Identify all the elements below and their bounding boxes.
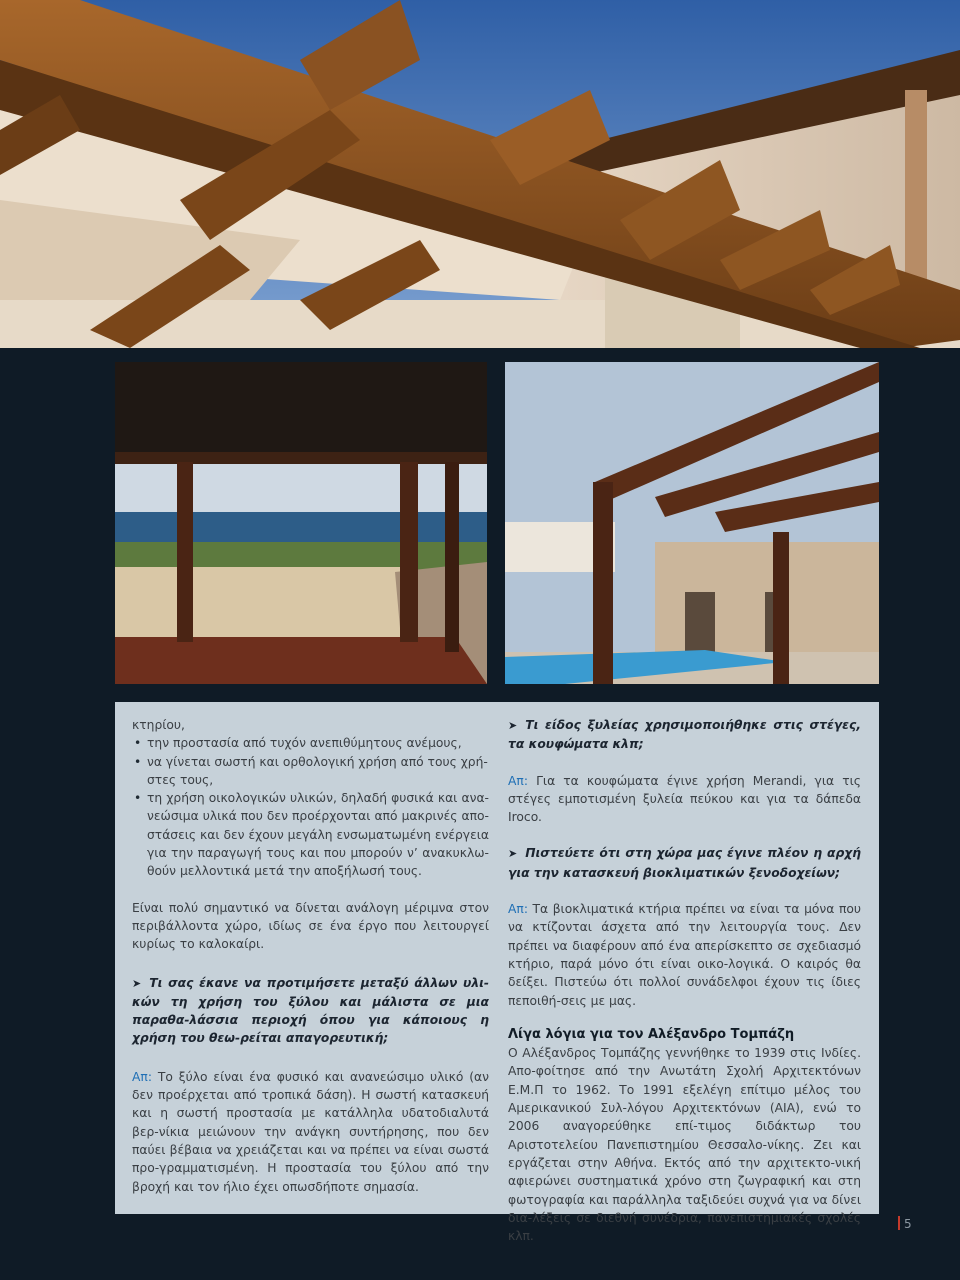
photo-pergola-pool — [505, 362, 879, 684]
answer-text: Το ξύλο είναι ένα φυσικό και ανανεώσιμο υλικό (αν δεν προέρχεται από τροπικά δάση). Η σωστή κατασκευή και η σωστή προστασία με κατάλληλα υδατοδιαλυτά βερ-νίκια μειώνουν την ανάγκη συντήρησης, που δεν παύει βέβαια να χρειάζεται και να πρέπει να είναι σωστά προ-γραμματισμένη. Η προστασία του ξύλου από την βροχή και τον ήλιο έχει οπωσδήποτε σημασία. — [132, 1069, 489, 1194]
right-column — [508, 716, 861, 1245]
page-marker-bar — [898, 1216, 900, 1230]
answer-label: Απ: — [508, 773, 528, 788]
answer-label: Απ: — [132, 1069, 152, 1084]
arrow-icon: ➤ — [132, 976, 142, 990]
answer-wood — [132, 1068, 489, 1196]
answer-bioclimatic — [508, 900, 861, 1010]
question-text: Τι είδος ξυλείας χρησιμοποιήθηκε στις στέγες, τα κουφώματα κλπ; — [508, 718, 861, 752]
arrow-icon: ➤ — [508, 847, 518, 861]
paragraph-surroundings: Είναι πολύ σημαντικό να δίνεται ανάλογη μέριμνα στον περιβάλλοντα χώρο, ιδίως σε ένα έργο που λειτουργεί κυρίως το καλοκαίρι. — [132, 900, 489, 952]
question-text: Τι σας έκανε να προτιμήσετε μεταξύ άλλων υλι-κών τη χρήση του ξύλου και μάλιστα σε μια παραθα-λάσσια περιοχή όπου για κάποιους η χρήση του θεω-ρείται απαγορευτική; — [132, 975, 489, 1046]
hero-photo-pergola — [0, 0, 960, 348]
bullet-item: • τη χρήση οικολογικών υλικών, δηλαδή φυσικά και ανα-νεώσιμα υλικά που δεν προέρχονται από μακρινές απο-στάσεις και δεν έχουν μεγάλη ενσωματωμένη ενέργεια για την παραγωγή τους και που μπορούν ν’ ανακυκλω-θούν μελλοντικά μετά την αποξήλωσή τους. — [132, 789, 489, 880]
answer-text: Τα βιοκλιματικά κτήρια πρέπει να είναι τα μόνα που να κτίζονται άσχετα από την λειτουργία τους. Δεν πρέπει να διαφέρουν από ένα απερίσκεπτο σε σχεδιασμό κτήριο, παρά μόνο ότι είναι οικο-λογικά. Ο καιρός θα δείξει. Πιστεύω ότι πολλοί συνάδελφοι έχουν τις ίδιες πεποιθή-σεις με μας. — [508, 902, 861, 1008]
question-bioclimatic — [508, 844, 861, 882]
bullet-item: • να γίνεται σωστή και ορθολογική χρήση από τους χρή-στες τους, — [132, 753, 489, 790]
bio-text: Ο Αλέξανδρος Τομπάζης γεννήθηκε το 1939 στις Ινδίες. Απο-φοίτησε από την Ανωτάτη Σχολή Αρχιτεκτόνων Ε.Μ.Π το 1962. Το 1991 εξελέγη επίτιμο μέλος του Αμερικανικού Συλ-λόγου Αρχιτεκτόνων (ΑΙΑ), ενώ το 2006 αναγορεύθηκε επί-τιμος διδάκτωρ του Αριστοτελείου Πανεπιστημίου Θεσσαλο-νίκης. Ζει και εργάζεται στην Αθήνα. Εκτός από την αρχιτεκτο-νική αφιερώνει συστηματικά χρόνο στη ζωγραφική και στη φωτογραφία και παράλληλα ταξιδεύει συχνά για να δίνει δια-λέξεις σε διεθνή συνέδρια, πανεπιστημιακές σχολές κλπ. — [508, 1046, 861, 1244]
bullet-list — [132, 716, 489, 881]
answer-timber-type — [508, 772, 861, 827]
arrow-icon: ➤ — [508, 719, 518, 732]
answer-text: Για τα κουφώματα έγινε χρήση Merandi, για τις στέγες εμποτισμένη ξυλεία πεύκου και για τα δάπεδα Iroco. — [508, 773, 861, 825]
photo-pergola-sea-view — [115, 362, 487, 684]
page-number-text: 5 — [904, 1217, 912, 1231]
left-column — [132, 716, 489, 1196]
page-number — [898, 1216, 912, 1231]
bio-title: Λίγα λόγια για τον Αλέξανδρο Τομπάζη — [508, 1026, 795, 1042]
answer-label: Απ: — [508, 902, 528, 917]
bullet-item: κτηρίου, — [132, 718, 185, 732]
question-timber-type — [508, 716, 861, 754]
article-text-panel — [115, 702, 879, 1244]
question-text: Πιστεύετε ότι στη χώρα μας έγινε πλέον η αρχή για την κατασκευή βιοκλιματικών ξενοδοχείων; — [508, 846, 861, 880]
bullet-item: • την προστασία από τυχόν ανεπιθύμητους ανέμους, — [132, 734, 489, 752]
question-wood — [132, 974, 489, 1048]
